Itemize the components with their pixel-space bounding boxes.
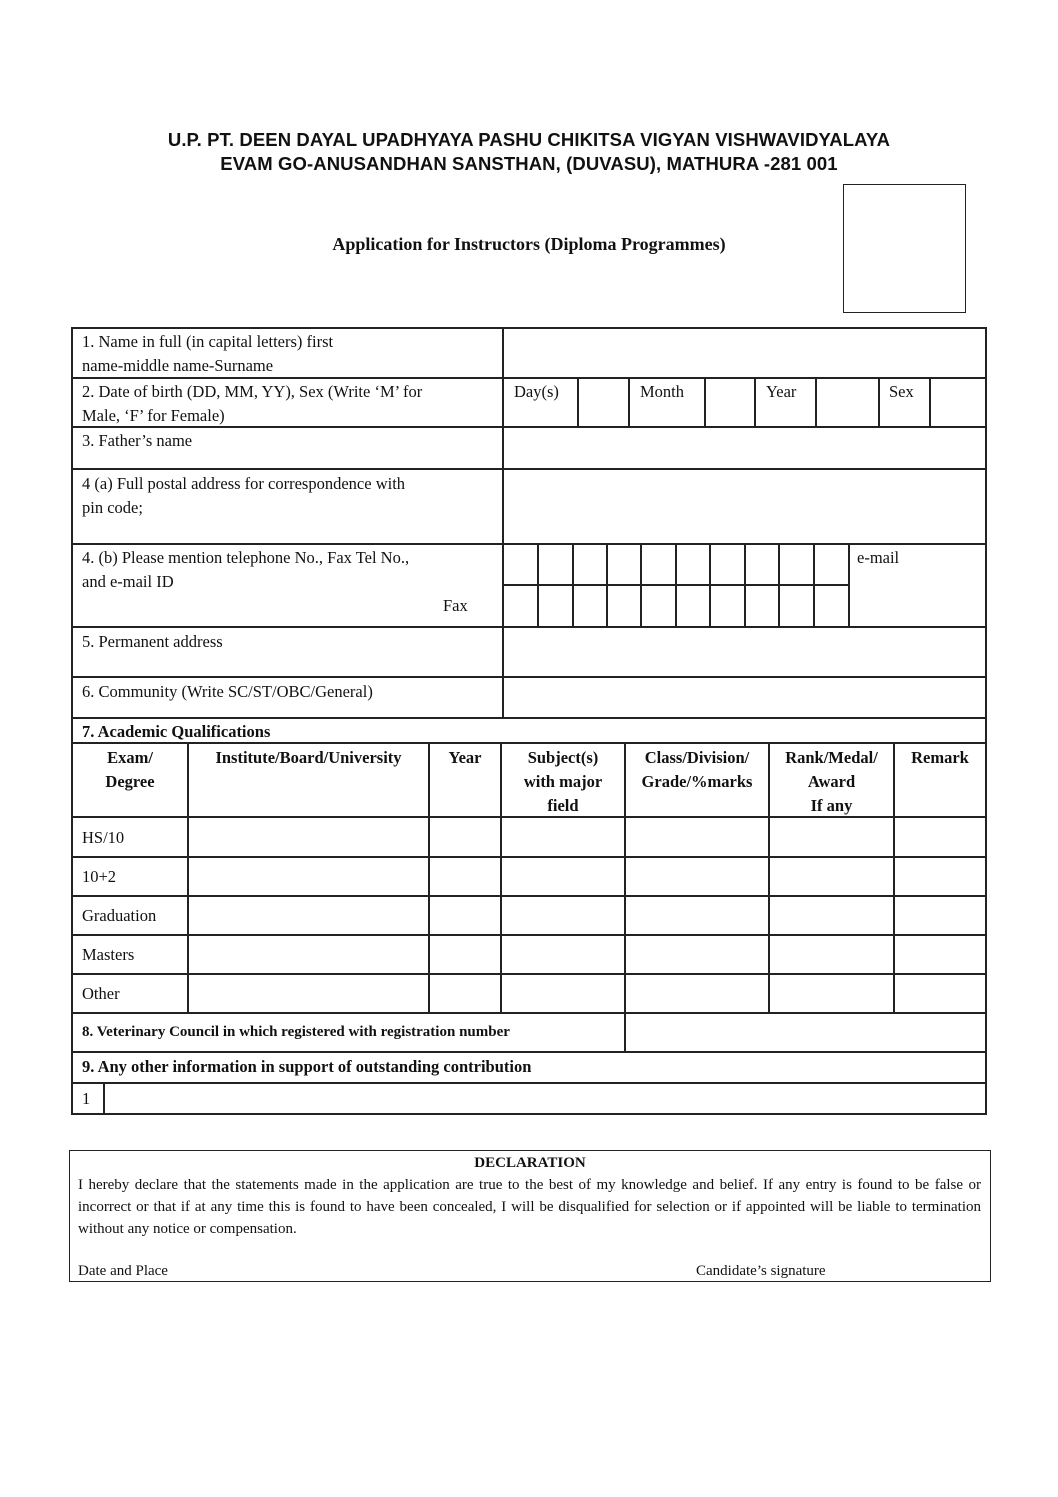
month-field[interactable] [706, 379, 753, 425]
university-name-line2: EVAM GO-ANUSANDHAN SANSTHAN, (DUVASU), MATHURA -281 001 [220, 153, 838, 174]
row-line [71, 717, 987, 719]
dob-divider [754, 377, 756, 426]
fax-label: Fax [443, 596, 468, 615]
postal-address-field[interactable] [504, 470, 984, 542]
acad-row-12: 10+2 [82, 867, 117, 886]
acad-row-graduation: Graduation [82, 906, 157, 925]
day-label: Day(s) [514, 382, 559, 401]
dob-divider [628, 377, 630, 426]
acad-row-other: Other [82, 984, 120, 1003]
dob-divider [878, 377, 880, 426]
date-place-label: Date and Place [78, 1263, 168, 1279]
fax-field[interactable] [504, 586, 847, 625]
month-label: Month [640, 382, 685, 401]
table-border-left [71, 327, 73, 1114]
community-field[interactable] [504, 678, 984, 716]
q3-label: 3. Father’s name [82, 431, 193, 450]
form-title: Application for Instructors (Diploma Programmes) [332, 234, 726, 254]
year-label: Year [766, 382, 797, 401]
col-header-rank-2: Award [807, 772, 856, 791]
declaration-title: DECLARATION [474, 1155, 586, 1171]
q6-label: 6. Community (Write SC/ST/OBC/General) [82, 682, 373, 701]
col-header-year: Year [448, 748, 482, 767]
permanent-address-field[interactable] [504, 628, 984, 675]
academic-entry-cells[interactable] [189, 818, 984, 1011]
col-header-institute: Institute/Board/University [215, 748, 402, 767]
full-name-field[interactable] [504, 329, 984, 376]
q9-row-number: 1 [82, 1089, 91, 1108]
q7-label: 7. Academic Qualifications [82, 722, 271, 741]
email-field[interactable] [850, 570, 984, 625]
q4b-label-line2: and e-mail ID [82, 572, 174, 591]
col-header-subject-2: with major [523, 772, 603, 791]
q4a-label-line1: 4 (a) Full postal address for correspondence with [82, 474, 406, 493]
declaration-text: I hereby declare that the statements made in the application are true to the best of my knowledge and belief. If any entry is found to be false or incorrect or that if at any time this is found to have been concealed, I will be disqualified for selection or if appointed will be liable to termination without any notice or compensation. [78, 1177, 981, 1237]
col-header-exam-1: Exam/ [107, 748, 153, 767]
other-info-field[interactable] [105, 1084, 984, 1112]
col-header-subject-1: Subject(s) [527, 748, 599, 767]
col-header-subject-3: field [547, 796, 579, 815]
col-header-exam-2: Degree [105, 772, 155, 791]
acad-row-masters: Masters [82, 945, 135, 964]
col-header-class-2: Grade/%marks [641, 772, 753, 791]
q2-label-line1: 2. Date of birth (DD, MM, YY), Sex (Write ‘M’ for [82, 382, 423, 401]
signature-label: Candidate’s signature [696, 1263, 826, 1279]
q4b-label-line1: 4. (b) Please mention telephone No., Fax Tel No., [82, 548, 410, 567]
vet-council-field[interactable] [626, 1014, 984, 1050]
row-line [71, 1113, 987, 1115]
father-name-field[interactable] [504, 428, 984, 467]
col-header-remark: Remark [911, 748, 969, 767]
q9-label: 9. Any other information in support of outstanding contribution [82, 1057, 532, 1076]
sex-field[interactable] [931, 379, 984, 425]
q4a-label-line2: pin code; [82, 498, 143, 517]
col-header-rank-1: Rank/Medal/ [785, 748, 878, 767]
year-field[interactable] [817, 379, 877, 425]
photo-box[interactable] [843, 184, 966, 313]
email-label: e-mail [857, 548, 900, 567]
q1-label-line1: 1. Name in full (in capital letters) first [82, 332, 334, 351]
telephone-field[interactable] [504, 545, 847, 583]
university-name-line1: U.P. PT. DEEN DAYAL UPADHYAYA PASHU CHIKITSA VIGYAN VISHWAVIDYALAYA [167, 129, 891, 150]
q1-label-line2: name-middle name-Surname [82, 356, 274, 375]
table-border-right [985, 327, 987, 1114]
col-header-class-1: Class/Division/ [644, 748, 750, 767]
row-line [71, 1051, 987, 1053]
q5-label: 5. Permanent address [82, 632, 223, 651]
q8-label: 8. Veterinary Council in which registered with registration number [82, 1024, 510, 1040]
day-field[interactable] [579, 379, 627, 425]
q2-label-line2: Male, ‘F’ for Female) [82, 406, 225, 425]
acad-row-hs10: HS/10 [82, 828, 125, 847]
col-header-rank-3: If any [810, 796, 853, 815]
sex-label: Sex [889, 382, 914, 401]
